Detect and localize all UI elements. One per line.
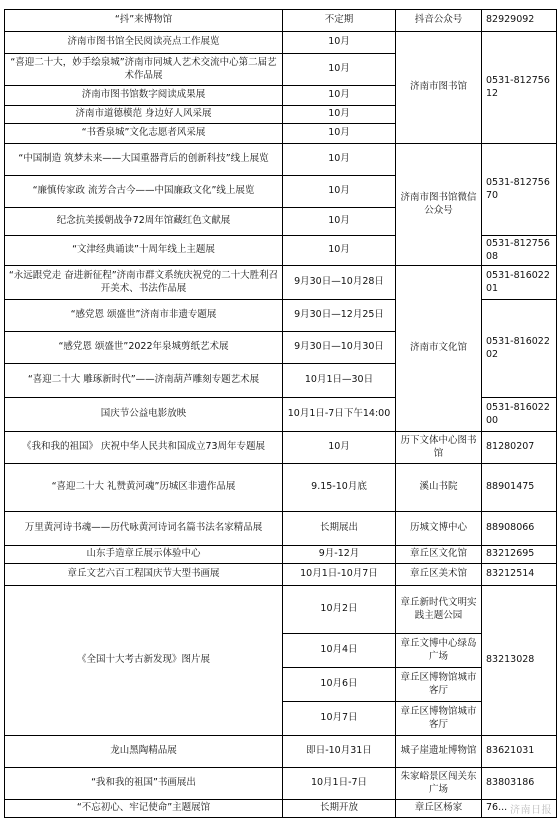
exhibition-time: 即日-10月31日 — [283, 736, 396, 768]
exhibition-name: 龙山黑陶精品展 — [5, 736, 283, 768]
exhibition-name: “我和我的祖国”书画展出 — [5, 768, 283, 800]
exhibition-name: 济南市图书馆全民阅读亮点工作展览 — [5, 32, 283, 54]
watermark: 济南日报 — [510, 805, 552, 816]
exhibition-time: 10月 — [283, 432, 396, 464]
exhibition-phone: 88901475 — [482, 464, 557, 512]
exhibition-name: 万里黄河诗书魂——历代咏黄河诗词名篇书法名家精品展 — [5, 512, 283, 546]
exhibition-time: 长期开放 — [283, 800, 396, 818]
table-row — [5, 10, 557, 32]
exhibition-phone: 83212695 — [482, 546, 557, 564]
table-row — [5, 800, 557, 818]
exhibition-name: “喜迎二十大 雕琢新时代”——济南葫芦雕刻专题艺术展 — [5, 364, 283, 398]
exhibition-name: 国庆节公益电影放映 — [5, 398, 283, 432]
exhibition-name: “感党恩 颂盛世”济南市非遗专题展 — [5, 300, 283, 332]
exhibition-time: 10月2日 — [283, 586, 396, 634]
table-row — [5, 564, 557, 586]
exhibition-name: 《我和我的祖国》 庆祝中华人民共和国成立73周年专题展 — [5, 432, 283, 464]
exhibition-time: 10月4日 — [283, 634, 396, 668]
exhibition-name: “永远跟党走 奋进新征程”济南市群文系统庆祝党的二十大胜利召开美术、书法作品展 — [5, 266, 283, 300]
exhibition-name: “喜迎二十大 礼赞黄河魂”历城区非遗作品展 — [5, 464, 283, 512]
exhibition-venue: 济南市图书馆 — [396, 32, 482, 144]
exhibition-venue: 章丘文博中心绿岛广场 — [396, 634, 482, 668]
exhibition-time: 10月 — [283, 144, 396, 176]
table-row — [5, 266, 557, 300]
exhibition-time: 10月 — [283, 176, 396, 208]
exhibition-venue: 济南市图书馆微信公众号 — [396, 144, 482, 266]
exhibition-phone: 83213028 — [482, 586, 557, 736]
exhibition-venue: 抖音公众号 — [396, 10, 482, 32]
exhibition-time: 9.15-10月底 — [283, 464, 396, 512]
exhibition-time: 9月30日—10月28日 — [283, 266, 396, 300]
exhibition-venue: 章丘区博物馆城市客厅 — [396, 668, 482, 702]
exhibition-name: “中国制造 筑梦未来——大国重器背后的创新科技”线上展览 — [5, 144, 283, 176]
exhibition-time: 10月7日 — [283, 702, 396, 736]
table-row — [5, 464, 557, 512]
exhibition-phone: 0531-81602201 — [482, 266, 557, 300]
exhibition-table — [4, 9, 557, 818]
exhibition-time: 10月 — [283, 236, 396, 266]
table-row — [5, 32, 557, 54]
exhibition-venue: 章丘区博物馆城市客厅 — [396, 702, 482, 736]
table-row — [5, 768, 557, 800]
exhibition-phone: 0531-81275670 — [482, 144, 557, 236]
exhibition-phone: 83621031 — [482, 736, 557, 768]
exhibition-time: 10月1日—30日 — [283, 364, 396, 398]
exhibition-venue: 章丘区文化馆 — [396, 546, 482, 564]
exhibition-name: 济南市道德模范 身边好人风采展 — [5, 106, 283, 124]
exhibition-name: “廉慎传家政 流芳合古今——中国廉政文化”线上展览 — [5, 176, 283, 208]
exhibition-time: 10月 — [283, 106, 396, 124]
exhibition-name: “书香泉城”文化志愿者风采展 — [5, 124, 283, 144]
exhibition-time: 9月-12月 — [283, 546, 396, 564]
table-row — [5, 586, 557, 634]
exhibition-time: 10月 — [283, 124, 396, 144]
exhibition-time: 9月30日—10月30日 — [283, 332, 396, 364]
exhibition-phone: 0531-81602200 — [482, 398, 557, 432]
exhibition-time: 10月1日-7日下午14:00 — [283, 398, 396, 432]
exhibition-name: “不忘初心、牢记使命”主题展馆 — [5, 800, 283, 818]
exhibition-venue: 章丘区杨家 — [396, 800, 482, 818]
exhibition-name: 《全国十大考古新发现》图片展 — [5, 586, 283, 736]
exhibition-name: “文津经典诵读”十周年线上主题展 — [5, 236, 283, 266]
exhibition-venue: 章丘新时代文明实践主题公园 — [396, 586, 482, 634]
exhibition-time: 10月1日-7日 — [283, 768, 396, 800]
exhibition-name: 山东手造章丘展示体验中心 — [5, 546, 283, 564]
exhibition-time: 10月 — [283, 86, 396, 106]
exhibition-venue: 城子崖遗址博物馆 — [396, 736, 482, 768]
exhibition-phone: 81280207 — [482, 432, 557, 464]
exhibition-venue: 济南市文化馆 — [396, 266, 482, 432]
table-row — [5, 432, 557, 464]
exhibition-time: 10月6日 — [283, 668, 396, 702]
exhibition-phone: 0531-81602202 — [482, 300, 557, 398]
exhibition-name: 章丘文艺六百工程国庆节大型书画展 — [5, 564, 283, 586]
exhibition-phone: 0531-81275612 — [482, 32, 557, 144]
exhibition-venue: 溪山书院 — [396, 464, 482, 512]
exhibition-phone: 83803186 — [482, 768, 557, 800]
exhibition-time: 10月 — [283, 54, 396, 86]
exhibition-venue: 历城文博中心 — [396, 512, 482, 546]
exhibition-time: 长期展出 — [283, 512, 396, 546]
table-row — [5, 736, 557, 768]
exhibition-time: 10月1日-10月7日 — [283, 564, 396, 586]
exhibition-phone: 88908066 — [482, 512, 557, 546]
exhibition-name: 济南市图书馆数字阅读成果展 — [5, 86, 283, 106]
table-row — [5, 144, 557, 176]
exhibition-venue: 章丘区美术馆 — [396, 564, 482, 586]
exhibition-time: 10月 — [283, 208, 396, 236]
exhibition-phone: 82929092 — [482, 10, 557, 32]
table-row — [5, 512, 557, 546]
exhibition-name: “喜迎二十大，妙手绘泉城”济南市同城人艺术交流中心第二届艺术作品展 — [5, 54, 283, 86]
table-row — [5, 546, 557, 564]
exhibition-time: 10月 — [283, 32, 396, 54]
exhibition-time: 不定期 — [283, 10, 396, 32]
exhibition-phone: 0531-81275608 — [482, 236, 557, 266]
exhibition-name: 纪念抗美援朝战争72周年馆藏红色文献展 — [5, 208, 283, 236]
exhibition-phone: 76... — [482, 800, 557, 818]
exhibition-venue: 朱家峪景区闯关东广场 — [396, 768, 482, 800]
exhibition-name: “感党恩 颂盛世”2022年泉城剪纸艺术展 — [5, 332, 283, 364]
exhibition-time: 9月30日—12月25日 — [283, 300, 396, 332]
exhibition-name: “抖”来博物馆 — [5, 10, 283, 32]
exhibition-phone: 83212514 — [482, 564, 557, 586]
exhibition-venue: 历下文体中心图书馆 — [396, 432, 482, 464]
